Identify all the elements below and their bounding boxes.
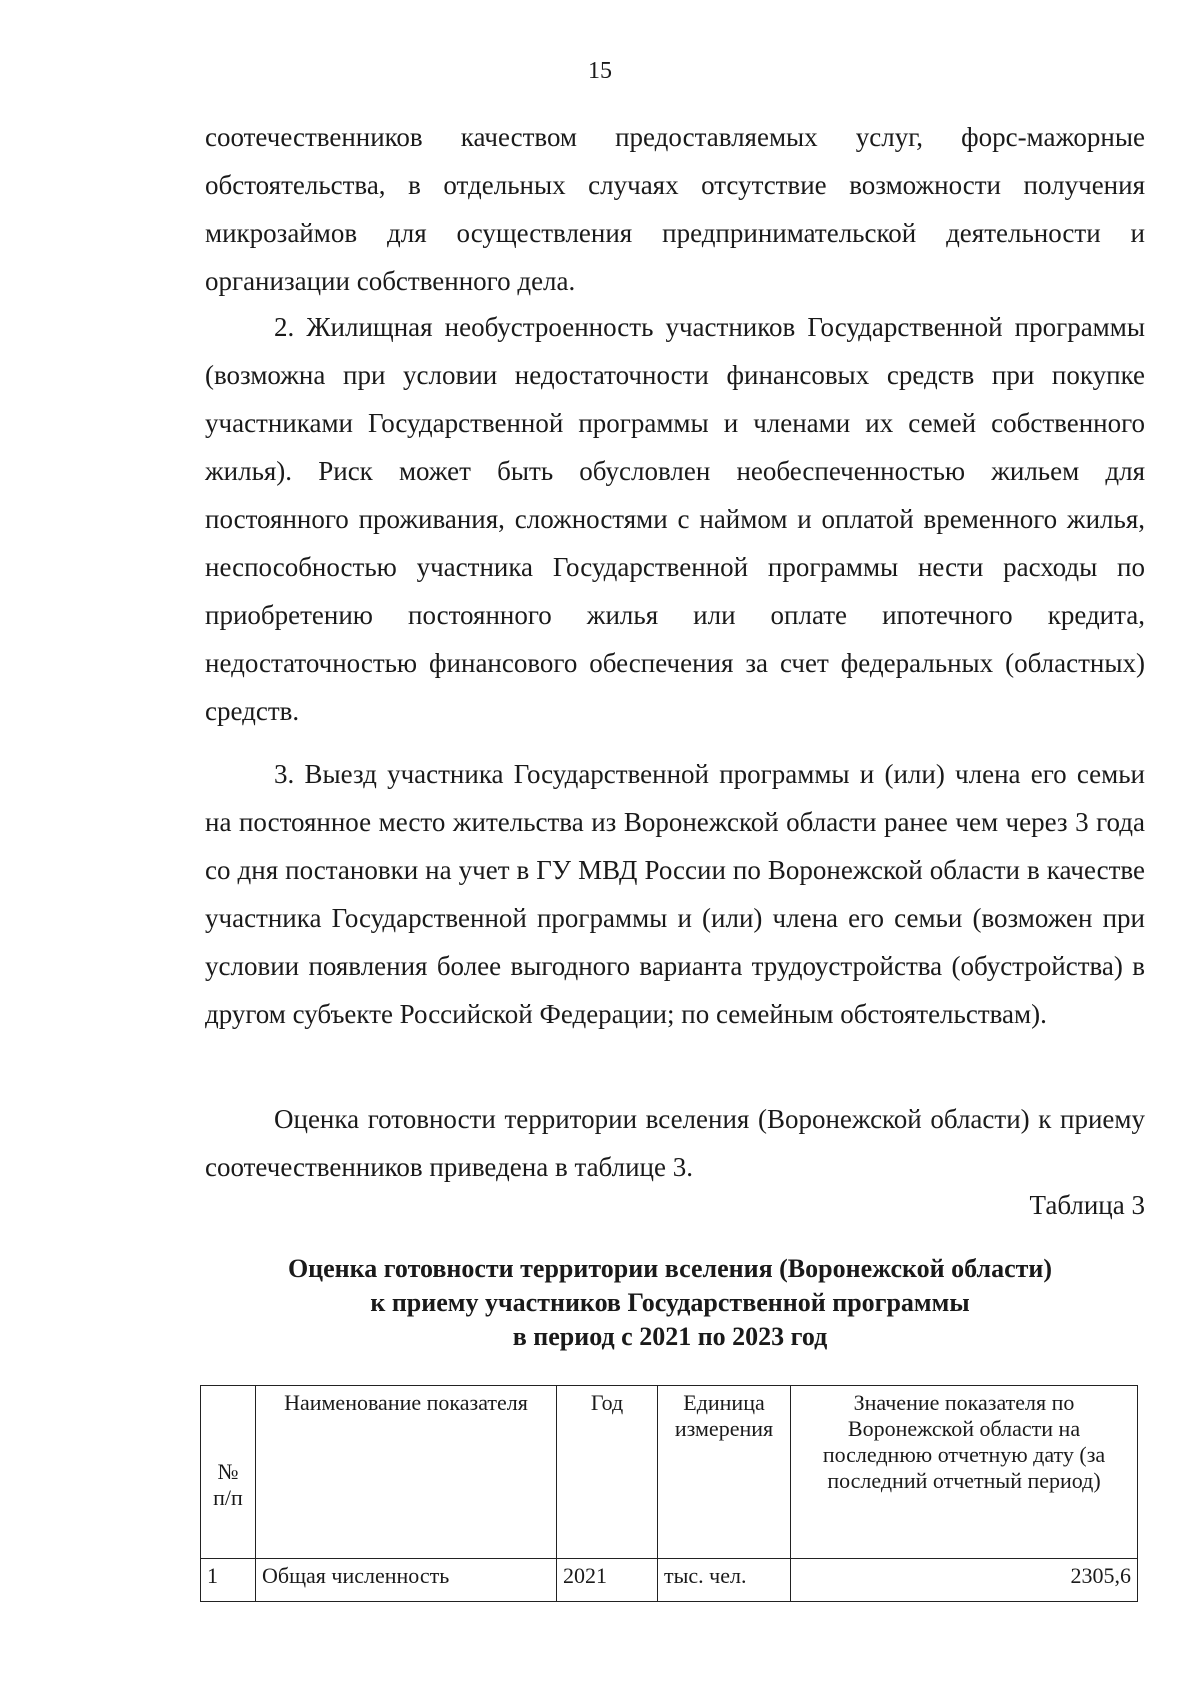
header-name: Наименование показателя xyxy=(256,1386,557,1559)
cell-value: 2305,6 xyxy=(791,1559,1138,1602)
cell-num: 1 xyxy=(201,1559,256,1602)
paragraph-risk-departure: 3. Выезд участника Государственной программы и (или) члена его семьи на постоянное место жительства из Воронежской области ранее чем через 3 года со дня постановки на учет в ГУ МВД России по Воронежской области в качестве участника Государственной программы и (или) члена его семьи (возможен при условии появления более выгодного варианта трудоустройства (обустройства) в другом субъекте Российской Федерации; по семейным обстоятельствам). xyxy=(205,759,1145,1029)
table-row xyxy=(201,1559,1138,1602)
paragraph-risk-housing: 2. Жилищная необустроенность участников Государственной программы (возможна при условии недостаточности финансовых средств при покупке участниками Государственной программы и членами их семей собственного жилья). Риск может быть обусловлен необеспеченностью жильем для постоянного проживания, сложностями с наймом и оплатой временного жилья, неспособностью участника Государственной программы нести расходы по приобретению постоянного жилья или оплате ипотечного кредита, недостаточностью финансового обеспечения за счет федеральных (областных) средств. xyxy=(205,312,1145,726)
header-value: Значение показателя по Воронежской области на последнюю отчетную дату (за последний отчетный период) xyxy=(791,1386,1138,1559)
table-title-line-2: к приему участников Государственной программы xyxy=(370,1288,970,1317)
table-title xyxy=(200,1252,1140,1354)
readiness-table xyxy=(200,1385,1138,1602)
header-year: Год xyxy=(557,1386,658,1559)
table-title-line-1: Оценка готовности территории вселения (Воронежской области) xyxy=(287,1254,1053,1283)
cell-name: Общая численность xyxy=(256,1559,557,1602)
table-header-row xyxy=(201,1386,1138,1559)
table-title-line-3: в период с 2021 по 2023 год xyxy=(512,1322,828,1351)
cell-year: 2021 xyxy=(557,1559,658,1602)
paragraph-readiness-intro: Оценка готовности территории вселения (Воронежской области) к приему соотечественников приведена в таблице 3. xyxy=(205,1104,1145,1182)
header-unit: Единица измерения xyxy=(658,1386,791,1559)
table-caption: Таблица 3 xyxy=(1029,1190,1145,1220)
page-number: 15 xyxy=(588,58,612,84)
cell-unit: тыс. чел. xyxy=(658,1559,791,1602)
header-num: № п/п xyxy=(201,1386,256,1559)
paragraph-risk-continuation: соотечественников качеством предоставляемых услуг, форс-мажорные обстоятельства, в отдельных случаях отсутствие возможности получения микрозаймов для осуществления предпринимательской деятельности и организации собственного дела. xyxy=(205,122,1145,296)
